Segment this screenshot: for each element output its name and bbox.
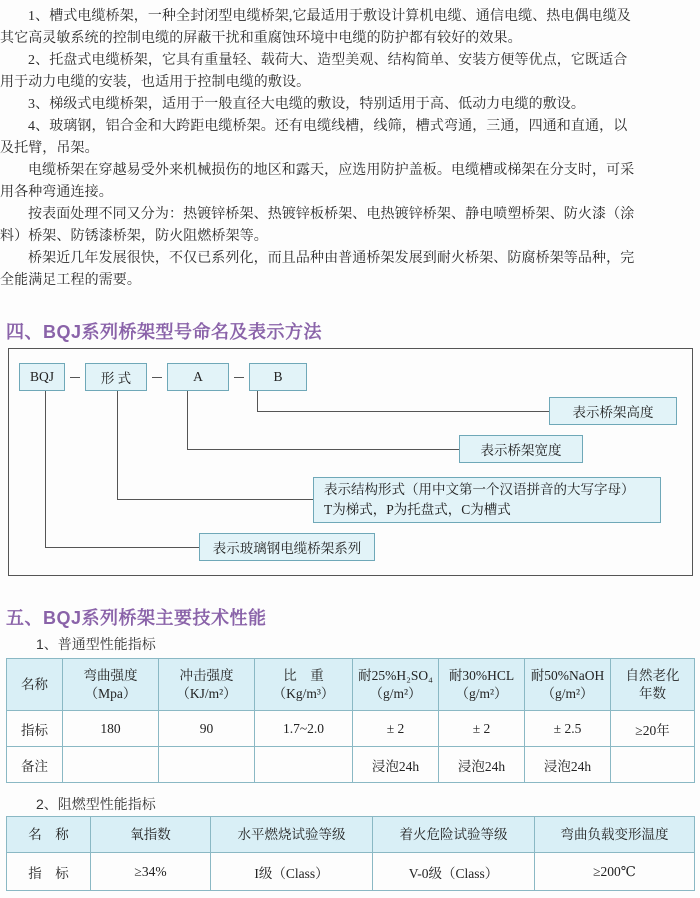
standard-performance-table [6, 658, 695, 783]
header-density-line-1: 比 重 [283, 667, 324, 683]
intro-item-4-line-1: 4、玻璃钢，铝合金和大跨距电缆桥架。还有电缆线槽，线筛，槽式弯通，三通，四通和直通，以 [28, 119, 628, 134]
label-structure-line-1: 表示结构形式（用中文第一个汉语拼音的大写字母） [324, 482, 635, 497]
box-form: 形 式 [85, 363, 147, 391]
table-2-header-row [7, 817, 695, 853]
header-density-line-2: （Kg/m³） [272, 685, 335, 701]
header-bend [63, 659, 159, 711]
table-cell: ± 2 [439, 711, 525, 747]
table-cell [255, 747, 353, 783]
table-cell: 浸泡24h [353, 747, 439, 783]
intro-para-7-line-2: 全能满足工程的需要。 [0, 273, 141, 288]
header-hcl-line-1: 耐30%HCL [448, 667, 515, 683]
header-impact-line-1: 冲击强度 [179, 667, 234, 683]
table-cell: ≥20年 [611, 711, 695, 747]
connector-bqj-horizontal [45, 547, 199, 548]
table-cell: 指 标 [7, 853, 91, 891]
table-cell: 指标 [7, 711, 63, 747]
header-aging [611, 659, 695, 711]
connector-a-vertical [187, 391, 188, 449]
label-series: 表示玻璃钢电缆桥架系列 [199, 533, 375, 561]
table-cell: I级（Class） [211, 853, 373, 891]
table-row [7, 853, 695, 891]
table-1-subtitle: 1、普通型性能指标 [36, 636, 156, 652]
intro-item-3-line-1: 3、梯级式电缆桥架，适用于一般直径大电缆的敷设，特别适用于高、低动力电缆的敷设。 [28, 97, 585, 112]
header-aging-line-1: 自然老化 [625, 667, 680, 683]
intro-item-1 [0, 6, 692, 50]
dash-3 [234, 377, 244, 378]
table-2-subtitle: 2、阻燃型性能指标 [36, 796, 156, 812]
table-cell [63, 747, 159, 783]
section-5-title: 五、BQJ系列桥架主要技术性能 [6, 608, 267, 628]
header-naoh-line-1: 耐50%NaOH [530, 667, 605, 683]
box-bqj: BQJ [19, 363, 65, 391]
table-cell: 浸泡24h [439, 747, 525, 783]
intro-para-6-line-2: 料）桥架、防锈漆桥架，防火阻燃桥架等。 [0, 229, 268, 244]
table-cell: V-0级（Class） [373, 853, 535, 891]
table-cell: ± 2 [353, 711, 439, 747]
intro-item-4 [0, 116, 692, 160]
intro-item-2-line-1: 2、托盘式电缆桥架，它具有重量轻、载荷大、造型美观、结构简单、安装方便等优点，它既适合 [28, 53, 628, 68]
connector-b-horizontal [257, 411, 549, 412]
intro-para-7 [0, 248, 692, 292]
header-density [255, 659, 353, 711]
header-hcl-line-2: （g/m²） [455, 685, 508, 701]
intro-para-5 [0, 160, 692, 204]
intro-para-7-line-1: 桥架近几年发展很快，不仅已系列化，而且品种由普通桥架发展到耐火桥架、防腐桥架等品种，完 [28, 251, 635, 266]
connector-form-vertical [117, 391, 118, 499]
intro-item-1-line-2: 其它高灵敏系统的控制电缆的屏蔽干扰和重腐蚀环境中电缆的防护都有较好的效果。 [0, 31, 522, 46]
intro-item-2-line-2: 用于动力电缆的安装，也适用于控制电缆的敷设。 [0, 75, 311, 90]
header-h2so4-line-1: 耐25%H₂SO₄ [358, 667, 433, 683]
table-cell: ± 2.5 [525, 711, 611, 747]
table-cell: 90 [159, 711, 255, 747]
connector-a-horizontal [187, 449, 459, 450]
table-cell: 浸泡24h [525, 747, 611, 783]
model-naming-diagram [8, 348, 693, 576]
header-h2so4-line-2: （g/m²） [369, 685, 422, 701]
intro-item-3 [0, 94, 692, 116]
table-cell: 名 称 [7, 817, 91, 853]
label-structure-line-2: T为梯式，P为托盘式，C为槽式 [324, 502, 511, 517]
label-width: 表示桥架宽度 [459, 435, 583, 463]
intro-item-2 [0, 50, 692, 94]
table-cell: 弯曲负载变形温度 [535, 817, 695, 853]
header-impact [159, 659, 255, 711]
intro-para-6 [0, 204, 692, 248]
header-naoh [525, 659, 611, 711]
table-cell [159, 747, 255, 783]
header-naoh-line-2: （g/m²） [541, 685, 594, 701]
table-row [7, 711, 695, 747]
table-cell: 氧指数 [91, 817, 211, 853]
header-bend-line-1: 弯曲强度 [83, 667, 138, 683]
connector-bqj-vertical [45, 391, 46, 547]
dash-1 [70, 377, 80, 378]
header-hcl [439, 659, 525, 711]
header-h2so4 [353, 659, 439, 711]
table-1-header-row [7, 659, 695, 711]
intro-item-4-line-2: 及托臂，吊架。 [0, 141, 99, 156]
intro-item-1-line-1: 1、槽式电缆桥架，一种全封闭型电缆桥架,它最适用于敷设计算机电缆、通信电缆、热电偶电缆及 [28, 9, 631, 24]
label-height: 表示桥架高度 [549, 397, 677, 425]
header-aging-line-2: 年数 [639, 685, 666, 701]
dash-2 [152, 377, 162, 378]
header-name: 名称 [7, 659, 63, 711]
flame-retardant-table [6, 816, 695, 891]
intro-para-6-line-1: 按表面处理不同又分为：热镀锌桥架、热镀锌板桥架、电热镀锌桥架、静电喷塑桥架、防火漆（涂 [28, 207, 635, 222]
intro-para-5-line-2: 用各种弯通连接。 [0, 185, 113, 200]
box-b: B [249, 363, 307, 391]
header-impact-line-2: （KJ/m²） [176, 685, 237, 701]
connector-b-vertical [257, 391, 258, 411]
table-cell: 1.7~2.0 [255, 711, 353, 747]
section-4-title: 四、BQJ系列桥架型号命名及表示方法 [6, 322, 323, 342]
table-cell [611, 747, 695, 783]
label-structure [313, 477, 661, 523]
table-cell: 180 [63, 711, 159, 747]
connector-form-horizontal [117, 499, 313, 500]
table-cell: ≥200℃ [535, 853, 695, 891]
box-a: A [167, 363, 229, 391]
table-cell: 水平燃烧试验等级 [211, 817, 373, 853]
table-cell: ≥34% [91, 853, 211, 891]
table-cell: 备注 [7, 747, 63, 783]
intro-para-5-line-1: 电缆桥架在穿越易受外来机械损伤的地区和露天，应选用防护盖板。电缆槽或梯架在分支时，可采 [28, 163, 635, 178]
header-bend-line-2: （Mpa） [84, 685, 137, 701]
table-cell: 着火危险试验等级 [373, 817, 535, 853]
table-row [7, 747, 695, 783]
